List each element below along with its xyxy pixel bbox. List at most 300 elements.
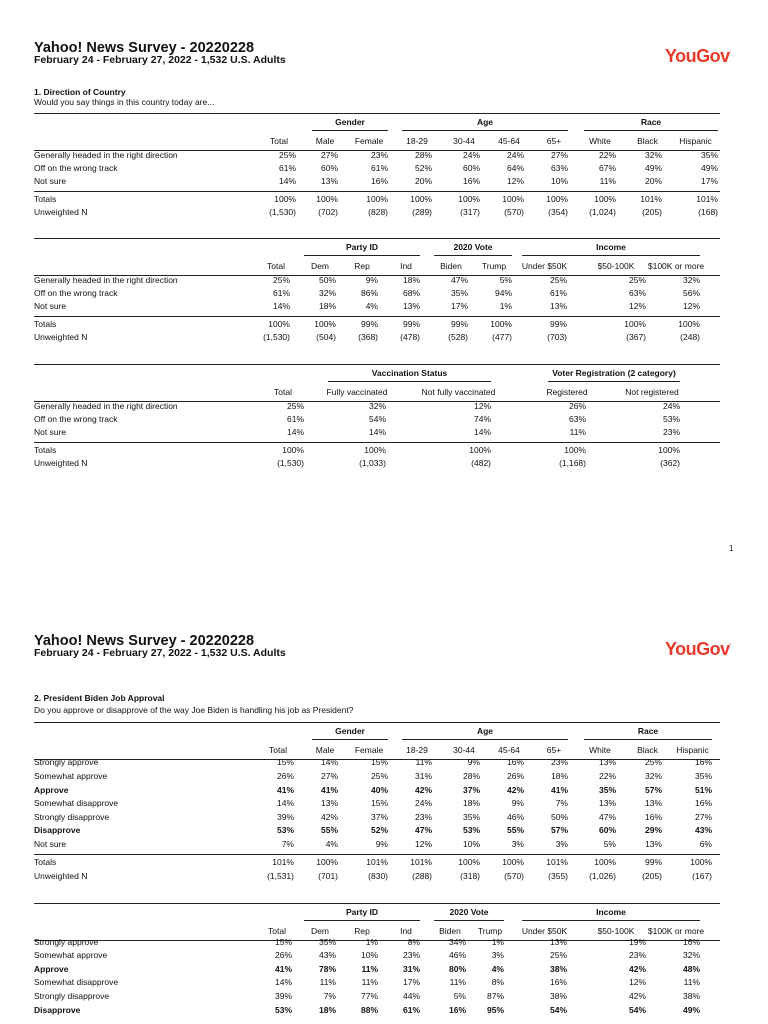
table-cell: (477) <box>492 332 512 342</box>
column-header: $100K or more <box>647 261 705 271</box>
row-label: Totals <box>34 857 57 867</box>
column-header: Under $50K <box>521 926 568 936</box>
table-cell: (1,026) <box>589 871 616 881</box>
table-cell: 3% <box>555 839 568 849</box>
column-header: White <box>589 745 611 755</box>
table-cell: 12% <box>682 301 700 311</box>
row-label: Somewhat disapprove <box>34 977 119 987</box>
table-cell: 35% <box>462 812 480 822</box>
column-header: Not fully vaccinated <box>421 387 496 397</box>
page-title: Yahoo! News Survey - 20220228 <box>34 40 255 56</box>
row-label: Disapprove <box>34 825 81 835</box>
page-subtitle: February 24 - February 27, 2022 - 1,532 U.S. Adults <box>34 647 286 659</box>
table-cell: (482) <box>471 458 491 468</box>
yougov-logo <box>665 46 731 67</box>
table-cell: 38% <box>549 991 567 1001</box>
table-cell: 13% <box>598 798 616 808</box>
table-cell: 11% <box>319 977 336 987</box>
table-cell: 16% <box>448 1005 466 1015</box>
column-group-rule <box>402 130 568 131</box>
table-cell: (368) <box>358 332 378 342</box>
row-label: Not sure <box>34 301 67 311</box>
table-cell: (1,530) <box>263 332 290 342</box>
table-cell: 99% <box>360 319 378 329</box>
column-header: Ind <box>400 926 412 936</box>
table-cell: (318) <box>460 871 480 881</box>
table-cell: 31% <box>414 771 432 781</box>
yougov-logo <box>665 639 731 660</box>
table-cell: 14% <box>320 757 338 767</box>
table-cell: 47% <box>450 275 468 285</box>
table-cell: 24% <box>662 401 680 411</box>
table-cell: 15% <box>370 798 388 808</box>
table-cell: 14% <box>286 427 304 437</box>
table-cell: 77% <box>360 991 378 1001</box>
table-cell: 13% <box>549 301 567 311</box>
table-cell: 100% <box>502 194 524 204</box>
table-cell: 54% <box>368 414 386 424</box>
table-cell: 27% <box>320 150 338 160</box>
crosstab-table <box>34 238 720 351</box>
column-header: 65+ <box>546 745 562 755</box>
column-group-header: 2020 Vote <box>453 242 493 252</box>
totals-rule <box>34 854 720 855</box>
table-cell: (317) <box>460 207 480 217</box>
row-label: Not sure <box>34 176 67 186</box>
column-header: $50-100K <box>597 926 635 936</box>
table-cell: (205) <box>642 871 662 881</box>
table-cell: 17% <box>402 977 420 987</box>
table-cell: 32% <box>318 288 336 298</box>
table-cell: 18% <box>318 1005 336 1015</box>
crosstab-table <box>34 903 720 1024</box>
column-group-rule <box>522 255 700 256</box>
table-cell: 68% <box>402 288 420 298</box>
table-cell: 16% <box>506 757 524 767</box>
column-header: Biden <box>439 926 461 936</box>
column-group-rule <box>304 255 420 256</box>
table-top-rule <box>34 113 720 114</box>
table-cell: 100% <box>364 445 386 455</box>
table-cell: 13% <box>644 839 662 849</box>
table-cell: 86% <box>360 288 378 298</box>
table-cell: 101% <box>272 857 294 867</box>
table-cell: (289) <box>412 207 432 217</box>
column-group-header: Race <box>637 726 659 736</box>
column-header: Trump <box>477 926 503 936</box>
table-cell: 9% <box>467 757 480 767</box>
table-cell: 74% <box>473 414 491 424</box>
table-cell: 60% <box>598 825 616 835</box>
table-cell: 101% <box>640 194 662 204</box>
table-cell: 80% <box>448 964 466 974</box>
table-cell: 12% <box>628 977 646 987</box>
row-label: Generally headed in the right direction <box>34 401 178 411</box>
table-cell: 18% <box>402 275 420 285</box>
table-cell: 46% <box>506 812 524 822</box>
table-cell: 100% <box>282 445 304 455</box>
table-cell: 25% <box>644 757 662 767</box>
column-header: Total <box>267 261 285 271</box>
table-cell: 38% <box>549 964 567 974</box>
table-cell: 101% <box>366 857 388 867</box>
table-cell: 26% <box>506 771 524 781</box>
table-cell: 88% <box>360 1005 378 1015</box>
totals-rule <box>34 316 720 317</box>
column-group-header: Party ID <box>345 242 379 252</box>
table-cell: 50% <box>318 275 336 285</box>
table-cell: 41% <box>276 785 294 795</box>
table-cell: 7% <box>323 991 336 1001</box>
table-cell: 61% <box>549 288 567 298</box>
yougov-logo-text: YouGov <box>665 639 730 659</box>
row-label: Somewhat approve <box>34 771 108 781</box>
column-group-header: 2020 Vote <box>449 907 489 917</box>
table-cell: (205) <box>642 207 662 217</box>
table-cell: 16% <box>694 798 712 808</box>
table-cell: 100% <box>502 857 524 867</box>
table-top-rule <box>34 722 720 723</box>
table-cell: (355) <box>548 871 568 881</box>
table-cell: 99% <box>402 319 420 329</box>
table-cell: 60% <box>462 163 480 173</box>
table-cell: 15% <box>274 937 292 947</box>
column-group-rule <box>328 381 491 382</box>
column-group-header: Gender <box>335 117 365 127</box>
table-cell: 11% <box>415 757 432 767</box>
table-cell: 63% <box>628 288 646 298</box>
column-group-rule <box>304 920 420 921</box>
table-cell: 100% <box>268 319 290 329</box>
table-cell: 35% <box>450 288 468 298</box>
table-cell: (478) <box>400 332 420 342</box>
table-cell: 22% <box>598 771 616 781</box>
table-cell: 42% <box>414 785 432 795</box>
column-group-rule <box>548 381 680 382</box>
table-cell: (570) <box>504 207 524 217</box>
table-cell: 11% <box>683 977 700 987</box>
table-cell: 13% <box>598 757 616 767</box>
table-cell: 100% <box>316 194 338 204</box>
table-cell: 100% <box>594 194 616 204</box>
column-group-header: Voter Registration (2 category) <box>552 368 676 378</box>
table-cell: 100% <box>564 445 586 455</box>
table-cell: 14% <box>278 176 296 186</box>
table-cell: 29% <box>644 825 662 835</box>
table-cell: 27% <box>320 771 338 781</box>
table-cell: 99% <box>450 319 468 329</box>
table-cell: 51% <box>694 785 712 795</box>
row-label: Not sure <box>34 427 67 437</box>
table-cell: 56% <box>682 288 700 298</box>
table-cell: 13% <box>402 301 420 311</box>
table-cell: 4% <box>365 301 378 311</box>
table-cell: (1,168) <box>559 458 586 468</box>
column-header: Dem <box>311 261 329 271</box>
table-cell: 37% <box>370 812 388 822</box>
row-label: Off on the wrong track <box>34 163 118 173</box>
row-label: Unweighted N <box>34 207 88 217</box>
table-top-rule <box>34 903 720 904</box>
table-cell: 24% <box>414 798 432 808</box>
table-cell: 53% <box>462 825 480 835</box>
table-cell: 38% <box>682 991 700 1001</box>
row-label: Off on the wrong track <box>34 414 118 424</box>
table-cell: 100% <box>458 857 480 867</box>
table-cell: 87% <box>486 991 504 1001</box>
table-cell: 10% <box>550 176 568 186</box>
table-cell: 49% <box>644 163 662 173</box>
column-header: Total <box>274 387 292 397</box>
table-cell: 18% <box>318 301 336 311</box>
table-cell: 100% <box>624 319 646 329</box>
table-cell: 26% <box>568 401 586 411</box>
table-cell: 25% <box>370 771 388 781</box>
table-cell: 4% <box>491 964 504 974</box>
row-label: Totals <box>34 194 57 204</box>
column-header: Under $50K <box>521 261 568 271</box>
table-cell: 16% <box>370 176 388 186</box>
table-cell: 99% <box>644 857 662 867</box>
column-header: Registered <box>546 387 588 397</box>
table-cell: 31% <box>402 964 420 974</box>
table-cell: 15% <box>276 757 294 767</box>
table-cell: 14% <box>473 427 491 437</box>
crosstab-table <box>34 722 720 890</box>
yougov-logo-mark: ’ <box>729 50 731 57</box>
row-label: Generally headed in the right direction <box>34 150 178 160</box>
column-header: Black <box>637 136 658 146</box>
row-label: Off on the wrong track <box>34 288 118 298</box>
table-cell: 37% <box>462 785 480 795</box>
column-header: Hispanic <box>679 136 712 146</box>
table-cell: 35% <box>318 937 336 947</box>
table-cell: (288) <box>412 871 432 881</box>
table-cell: (528) <box>448 332 468 342</box>
column-header: 65+ <box>546 136 562 146</box>
table-cell: 32% <box>368 401 386 411</box>
column-header: Black <box>637 745 658 755</box>
table-cell: (367) <box>626 332 646 342</box>
column-group-rule <box>434 255 512 256</box>
table-cell: 39% <box>274 991 292 1001</box>
column-header: Rep <box>354 926 370 936</box>
table-cell: 64% <box>506 163 524 173</box>
column-header: Dem <box>311 926 329 936</box>
column-header: 45-64 <box>498 136 520 146</box>
table-cell: 8% <box>407 937 420 947</box>
table-cell: 23% <box>550 757 568 767</box>
table-cell: 5% <box>499 275 512 285</box>
column-header: Female <box>354 136 384 146</box>
column-header: Not registered <box>625 387 679 397</box>
table-cell: 57% <box>644 785 662 795</box>
table-cell: 11% <box>449 977 466 987</box>
totals-rule <box>34 442 720 443</box>
table-cell: 1% <box>491 937 504 947</box>
table-cell: 100% <box>546 194 568 204</box>
table-cell: 42% <box>628 991 646 1001</box>
table-cell: 61% <box>278 163 296 173</box>
column-group-rule <box>522 920 700 921</box>
row-label: Unweighted N <box>34 332 88 342</box>
table-cell: 52% <box>370 825 388 835</box>
yougov-logo-text: YouGov <box>665 46 730 66</box>
table-cell: 49% <box>700 163 718 173</box>
table-cell: 47% <box>414 825 432 835</box>
column-header: 18-29 <box>406 745 428 755</box>
table-cell: 57% <box>550 825 568 835</box>
page-title: Yahoo! News Survey - 20220228 <box>34 633 255 649</box>
row-label: Disapprove <box>34 1005 81 1015</box>
table-cell: 23% <box>628 950 646 960</box>
column-group-header: Race <box>640 117 662 127</box>
column-header: 30-44 <box>453 136 475 146</box>
table-cell: 32% <box>682 275 700 285</box>
table-cell: 12% <box>628 301 646 311</box>
table-cell: 41% <box>320 785 338 795</box>
table-cell: 16% <box>644 812 662 822</box>
table-cell: (830) <box>368 871 388 881</box>
table-cell: 42% <box>506 785 524 795</box>
table-cell: 23% <box>662 427 680 437</box>
table-cell: 27% <box>694 812 712 822</box>
column-header: Biden <box>440 261 462 271</box>
table-cell: 43% <box>694 825 712 835</box>
table-cell: (167) <box>692 871 712 881</box>
table-cell: 13% <box>549 937 567 947</box>
table-cell: 46% <box>448 950 466 960</box>
table-cell: 41% <box>274 964 292 974</box>
table-cell: 52% <box>414 163 432 173</box>
table-cell: 12% <box>473 401 491 411</box>
table-cell: 11% <box>361 964 378 974</box>
table-cell: 25% <box>272 275 290 285</box>
table-cell: 50% <box>550 812 568 822</box>
column-header: Total <box>270 136 288 146</box>
table-cell: 1% <box>365 937 378 947</box>
column-header: Fully vaccinated <box>326 387 388 397</box>
table-cell: 55% <box>320 825 338 835</box>
row-label: Totals <box>34 445 57 455</box>
table-cell: 54% <box>549 1005 567 1015</box>
table-cell: 100% <box>314 319 336 329</box>
table-cell: 61% <box>286 414 304 424</box>
table-cell: 100% <box>458 194 480 204</box>
column-header: 30-44 <box>453 745 475 755</box>
table-cell: 100% <box>316 857 338 867</box>
column-header: $100K or more <box>647 926 705 936</box>
table-cell: 24% <box>506 150 524 160</box>
table-cell: 12% <box>506 176 524 186</box>
table-cell: 49% <box>682 1005 700 1015</box>
column-group-rule <box>312 130 388 131</box>
table-cell: 100% <box>366 194 388 204</box>
table-cell: 53% <box>274 1005 292 1015</box>
table-cell: 42% <box>320 812 338 822</box>
column-group-rule <box>584 130 718 131</box>
table-top-rule <box>34 238 720 239</box>
table-cell: 22% <box>598 150 616 160</box>
column-header: $50-100K <box>597 261 635 271</box>
table-cell: 61% <box>370 163 388 173</box>
table-cell: 18% <box>462 798 480 808</box>
column-group-header: Age <box>476 117 494 127</box>
table-cell: 18% <box>550 771 568 781</box>
row-label: Strongly disapprove <box>34 991 110 1001</box>
table-cell: 34% <box>448 937 466 947</box>
table-cell: (1,024) <box>589 207 616 217</box>
table-cell: 67% <box>598 163 616 173</box>
table-cell: 7% <box>555 798 568 808</box>
question-text: Would you say things in this country today are... <box>34 97 215 107</box>
question-title: 1. Direction of Country <box>34 87 126 97</box>
table-cell: 10% <box>462 839 480 849</box>
table-cell: (1,530) <box>269 207 296 217</box>
table-cell: 95% <box>486 1005 504 1015</box>
table-cell: 9% <box>511 798 524 808</box>
table-cell: 12% <box>414 839 432 849</box>
table-cell: 16% <box>682 937 700 947</box>
column-group-header: Income <box>596 907 626 917</box>
row-label: Somewhat approve <box>34 950 108 960</box>
column-header: Ind <box>400 261 412 271</box>
column-group-rule <box>312 739 388 740</box>
row-label: Somewhat disapprove <box>34 798 119 808</box>
column-header: Total <box>268 926 286 936</box>
column-group-header: Gender <box>335 726 365 736</box>
table-cell: 53% <box>662 414 680 424</box>
row-label: Unweighted N <box>34 871 88 881</box>
yougov-logo-mark: ’ <box>729 643 731 650</box>
table-cell: 28% <box>462 771 480 781</box>
row-label: Approve <box>34 785 69 795</box>
table-cell: 17% <box>450 301 468 311</box>
table-cell: 32% <box>644 150 662 160</box>
row-label: Strongly approve <box>34 757 99 767</box>
table-cell: 23% <box>370 150 388 160</box>
table-cell: 27% <box>550 150 568 160</box>
row-label: Approve <box>34 964 69 974</box>
table-cell: 94% <box>494 288 512 298</box>
column-group-rule <box>434 920 504 921</box>
column-header: Hispanic <box>676 745 709 755</box>
table-cell: 101% <box>546 857 568 867</box>
table-cell: 26% <box>274 950 292 960</box>
table-cell: (1,033) <box>359 458 386 468</box>
row-label: Unweighted N <box>34 458 88 468</box>
page-number: 1 <box>729 544 734 553</box>
table-cell: 35% <box>700 150 718 160</box>
crosstab-table <box>34 364 720 477</box>
table-cell: 47% <box>598 812 616 822</box>
table-cell: 23% <box>414 812 432 822</box>
table-cell: 17% <box>700 176 718 186</box>
column-group-rule <box>402 739 568 740</box>
table-cell: (354) <box>548 207 568 217</box>
table-cell: 14% <box>274 977 292 987</box>
table-cell: (362) <box>660 458 680 468</box>
table-cell: 11% <box>361 977 378 987</box>
table-cell: 16% <box>549 977 567 987</box>
table-cell: (703) <box>547 332 567 342</box>
table-cell: 101% <box>696 194 718 204</box>
row-label: Not sure <box>34 839 67 849</box>
row-label: Strongly approve <box>34 937 99 947</box>
column-header: Total <box>269 745 287 755</box>
table-cell: 20% <box>414 176 432 186</box>
table-cell: 23% <box>402 950 420 960</box>
